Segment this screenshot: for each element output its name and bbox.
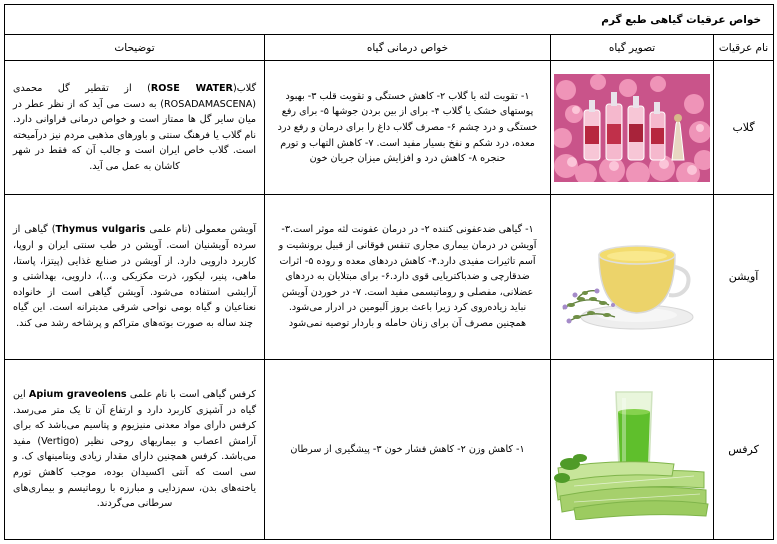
herbal-distillates-table xyxy=(4,4,774,540)
row-properties: ۱- کاهش وزن ۲- کاهش فشار خون ۳- پیشگیری از سرطان xyxy=(265,359,551,539)
table-row-thyme xyxy=(5,195,774,359)
row-name: کرفس xyxy=(714,359,774,539)
header-image: تصویر گیاه xyxy=(551,35,714,61)
description-text: ) گیاهی از سرده آویشنیان است. آویشن در طب سنتی ایران و اروپا، کاربرد دارویی دارد. از آویشن در صنایع غذایی (پیتزا، پاستا، ماهی، پنیر، لیکور، ذرت مکزیکی و...)، دارویی، بهداشتی و آرایشی استفاده می‌شود. آویشن گیاهی است از خانواده نعناعیان و گیاه بومی نواحی شرقی مدیترانه است. این گیاه چند ساله به صورت بوته‌های متراکم و پرشاخه رشد می کند. xyxy=(13,224,257,329)
row-description xyxy=(5,61,265,195)
scientific-name: Apium graveolens xyxy=(28,388,127,400)
header-row xyxy=(5,35,774,61)
thyme-tea-cup-photo-icon xyxy=(557,213,707,341)
herbal-distillates-table-sheet xyxy=(4,4,773,540)
description-text: ) به دست می آید که از نظر عطر در میان سایر گل ها ممتاز است و خواص درمانی فراوانی دارد. نام گلاب یا فرهنگ سنتی و باورهای مذهبی مردم نیز درآمیخته است. گلاب خاص ایران است و جالب آن که فقط در شهر کاشان به عمل می آید. xyxy=(13,98,257,172)
scientific-name: ROSE WATER xyxy=(150,82,233,94)
row-description xyxy=(5,195,265,359)
description-text: گلاب( xyxy=(232,82,257,94)
celery-juice-photo-icon xyxy=(554,378,710,520)
rose-water-bottles-photo-icon xyxy=(554,74,710,182)
row-image-cell xyxy=(551,61,714,195)
description-text: کرفس گیاهی است با نام علمی xyxy=(126,388,257,400)
row-image-cell xyxy=(551,195,714,359)
row-properties: ۱- تقویت لثه یا گلاب ۲- کاهش خستگی و تقویت قلب ۳- بهبود پوستهای خشک یا گلاب ۴- برای از بین بردن جوشها ۵- برای رفع خستگی و درد چشم ۶- مصرف گلاب داغ را برای درمان و رفع درد معده، درد شکم و نفخ بسیار مفید است. ۷- کاهش التهاب و تورم حنجره ۸- کاهش درد و افزایش میزان جریان خون xyxy=(265,61,551,195)
header-name: نام عرقیات xyxy=(714,35,774,61)
row-name: گلاب xyxy=(714,61,774,195)
description-text: این گیاه در آشپزی کاربرد دارد و ارتفاع آن تا یک متر می‌رسد. کرفس دارای مواد معدنی منیزیوم و پتاسیم می‌باشد که برای آرامش اعصاب و بیماریهای روحی نظیر ( xyxy=(13,388,257,447)
header-description: توضیحات xyxy=(5,35,265,61)
row-properties: ۱- گیاهی ضدعفونی کننده ۲- در درمان عفونت لثه موثر است.۳- آویشن در درمان بیماری مجاری تنفس فوقانی از قبیل برونشیت و آسم تاثیرات مفیدی دارد.۴- کاهش دردهای معده و روده ۵- اثرات ضدقارچی و ضدباکتریایی قوی دارد.۶- برای مبتلایان به دردهای عضلانی، مفصلی و روماتیسمی مفید است. ۷- در خوردن آویشن نباید زیاده‌روی کرد زیرا باعث بروز آلبومین در ادرار می‌شود. همچنین مصرف آن برای زنان حامله و باردار توصیه نمی‌شود xyxy=(265,195,551,359)
scientific-name: Vertigo xyxy=(41,435,76,447)
row-image-cell xyxy=(551,359,714,539)
table-row-rose-water xyxy=(5,61,774,195)
scientific-name: Thymus vulgaris xyxy=(55,224,146,236)
description-text: ) مفید می‌باشد. کرفس همچنین دارای مقدار زیادی ویتامینهای ک. و سی است که آنتی اکسیدان بوده، موجب کاهش تورم یاخته‌های بدن، سم‌زدایی و مبارزه با روماتیسم و بیماری‌های سرطانی می‌گردند. xyxy=(13,435,257,510)
description-text: آویشن معمولی (نام علمی xyxy=(145,224,257,236)
header-properties: خواص درمانی گیاه xyxy=(265,35,551,61)
description-text: ) از تقطیر گل محمدی ( xyxy=(13,82,257,110)
scientific-name: ROSADAMASCENA xyxy=(164,98,253,110)
row-name: آویشن xyxy=(714,195,774,359)
table-title: خواص عرقیات گیاهی طبع گرم xyxy=(5,5,774,35)
table-row-celery xyxy=(5,359,774,539)
row-description xyxy=(5,359,265,539)
